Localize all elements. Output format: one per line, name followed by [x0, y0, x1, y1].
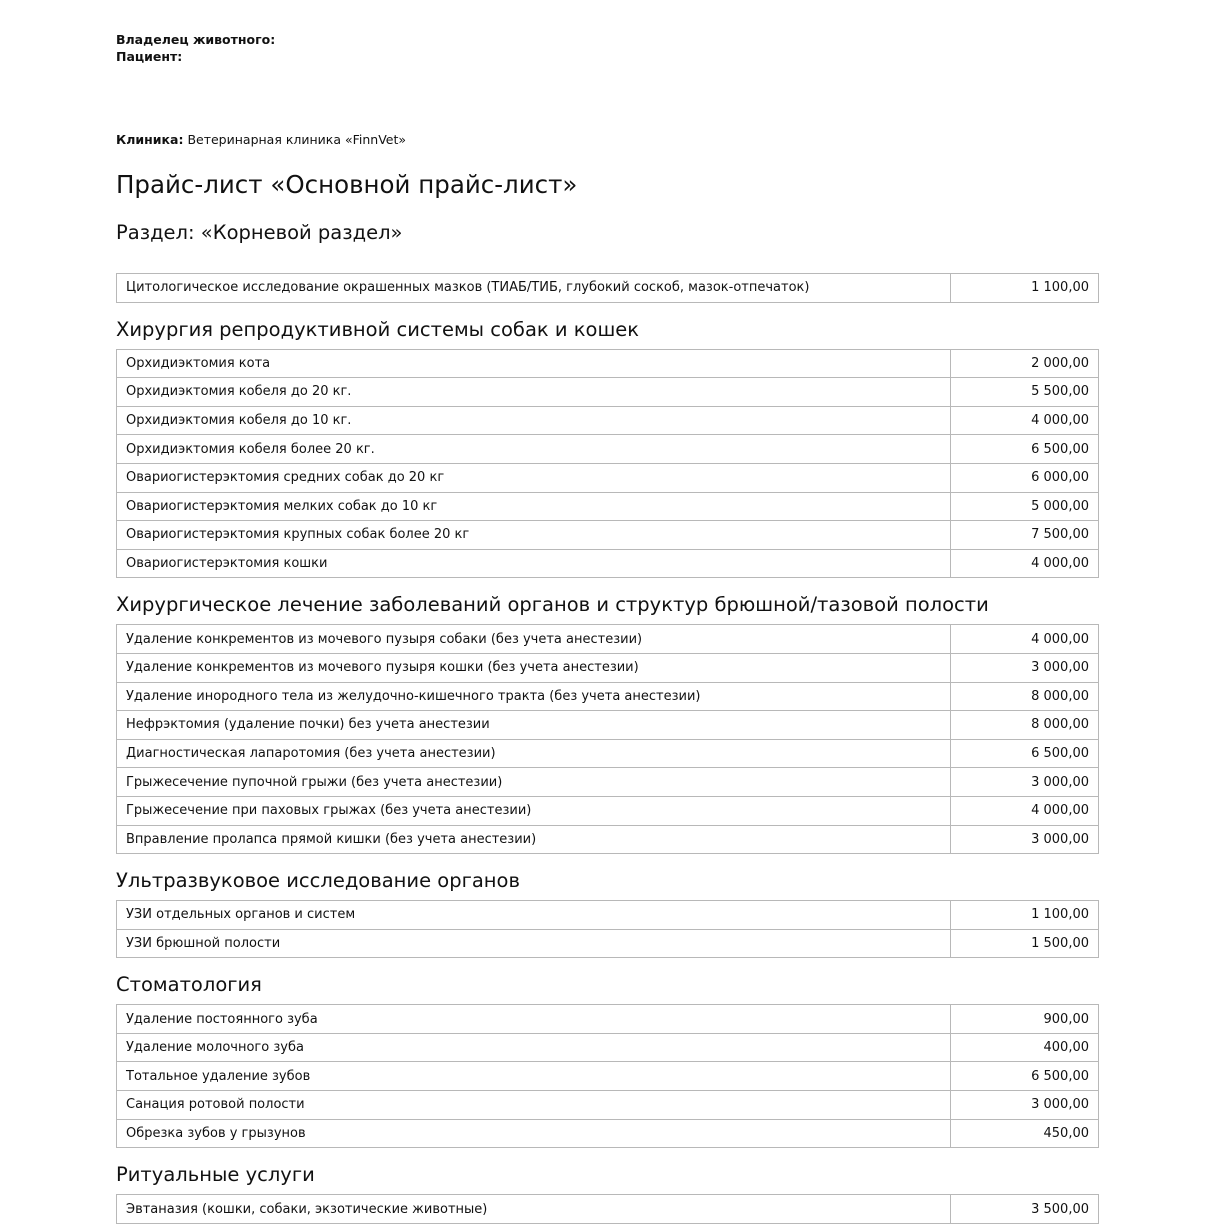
- service-name: Овариогистерэктомия кошки: [117, 549, 951, 578]
- service-name: Цитологическое исследование окрашенных мазков (ТИАБ/ТИБ, глубокий соскоб, мазок-отпечаток): [117, 274, 951, 303]
- service-price: 8 000,00: [951, 682, 1099, 711]
- table-row: [117, 901, 1099, 930]
- table-row: [117, 463, 1099, 492]
- price-table: [116, 273, 1099, 303]
- service-name: Санация ротовой полости: [117, 1091, 951, 1120]
- service-price: 2 000,00: [951, 349, 1099, 378]
- table-row: [117, 1091, 1099, 1120]
- service-price: 4 000,00: [951, 406, 1099, 435]
- service-name: Вправление пролапса прямой кишки (без учета анестезии): [117, 825, 951, 854]
- service-name: Диагностическая лапаротомия (без учета анестезии): [117, 739, 951, 768]
- service-price: 4 000,00: [951, 625, 1099, 654]
- table-row: [117, 739, 1099, 768]
- service-price: 6 500,00: [951, 1062, 1099, 1091]
- table-row: [117, 1062, 1099, 1091]
- service-price: 1 500,00: [951, 929, 1099, 958]
- price-sections: [116, 273, 1099, 1224]
- table-row: [117, 796, 1099, 825]
- section-title: Ультразвуковое исследование органов: [116, 869, 520, 893]
- service-price: 400,00: [951, 1033, 1099, 1062]
- service-price: 5 500,00: [951, 378, 1099, 407]
- table-row: [117, 1005, 1099, 1034]
- service-name: Грыжесечение пупочной грыжи (без учета анестезии): [117, 768, 951, 797]
- table-row: [117, 768, 1099, 797]
- table-row: [117, 274, 1099, 303]
- service-name: УЗИ брюшной полости: [117, 929, 951, 958]
- patient-label: Пациент:: [116, 49, 183, 64]
- service-name: Орхидиэктомия кобеля более 20 кг.: [117, 435, 951, 464]
- service-name: Овариогистерэктомия мелких собак до 10 кг: [117, 492, 951, 521]
- table-row: [117, 625, 1099, 654]
- owner-label: Владелец животного:: [116, 32, 276, 47]
- price-section: [116, 1162, 1099, 1224]
- table-row: [117, 682, 1099, 711]
- price-section: [116, 868, 1099, 958]
- table-row: [117, 549, 1099, 578]
- service-name: Тотальное удаление зубов: [117, 1062, 951, 1091]
- service-name: УЗИ отдельных органов и систем: [117, 901, 951, 930]
- table-row: [117, 1033, 1099, 1062]
- table-row: [117, 1119, 1099, 1148]
- price-table: [116, 349, 1099, 579]
- price-section: [116, 273, 1099, 303]
- clinic-line: [116, 131, 406, 148]
- table-row: [117, 711, 1099, 740]
- service-price: 6 500,00: [951, 739, 1099, 768]
- service-name: Эвтаназия (кошки, собаки, экзотические животные): [117, 1195, 951, 1224]
- table-row: [117, 378, 1099, 407]
- price-section: [116, 972, 1099, 1148]
- section-title: Стоматология: [116, 973, 262, 997]
- table-row: [117, 521, 1099, 550]
- section-title: Хирургия репродуктивной системы собак и кошек: [116, 317, 640, 341]
- service-price: 900,00: [951, 1005, 1099, 1034]
- section-title: Ритуальные услуги: [116, 1163, 315, 1187]
- table-row: [117, 825, 1099, 854]
- service-name: Удаление молочного зуба: [117, 1033, 951, 1062]
- service-price: 4 000,00: [951, 796, 1099, 825]
- table-row: [117, 929, 1099, 958]
- patient-header: [116, 31, 275, 65]
- price-section: [116, 592, 1099, 854]
- service-name: Удаление конкрементов из мочевого пузыря кошки (без учета анестезии): [117, 653, 951, 682]
- price-section: [116, 317, 1099, 579]
- service-price: 8 000,00: [951, 711, 1099, 740]
- page-title: Прайс-лист «Основной прайс-лист»: [116, 170, 578, 199]
- service-price: 3 500,00: [951, 1195, 1099, 1224]
- service-name: Нефрэктомия (удаление почки) без учета анестезии: [117, 711, 951, 740]
- price-table: [116, 900, 1099, 958]
- table-row: [117, 1195, 1099, 1224]
- table-row: [117, 435, 1099, 464]
- service-name: Овариогистерэктомия средних собак до 20 кг: [117, 463, 951, 492]
- service-name: Орхидиэктомия кота: [117, 349, 951, 378]
- service-name: Орхидиэктомия кобеля до 10 кг.: [117, 406, 951, 435]
- table-row: [117, 349, 1099, 378]
- service-name: Обрезка зубов у грызунов: [117, 1119, 951, 1148]
- service-price: 6 000,00: [951, 463, 1099, 492]
- service-price: 5 000,00: [951, 492, 1099, 521]
- price-table: [116, 1194, 1099, 1224]
- service-price: 4 000,00: [951, 549, 1099, 578]
- price-table: [116, 624, 1099, 854]
- service-price: 3 000,00: [951, 768, 1099, 797]
- service-price: 3 000,00: [951, 825, 1099, 854]
- table-row: [117, 653, 1099, 682]
- section-title: Хирургическое лечение заболеваний органов и структур брюшной/тазовой полости: [116, 593, 989, 617]
- service-name: Орхидиэктомия кобеля до 20 кг.: [117, 378, 951, 407]
- clinic-label: Клиника:: [116, 132, 184, 147]
- service-price: 3 000,00: [951, 1091, 1099, 1120]
- service-price: 1 100,00: [951, 901, 1099, 930]
- service-name: Удаление инородного тела из желудочно-кишечного тракта (без учета анестезии): [117, 682, 951, 711]
- service-price: 7 500,00: [951, 521, 1099, 550]
- price-table: [116, 1004, 1099, 1148]
- service-name: Грыжесечение при паховых грыжах (без учета анестезии): [117, 796, 951, 825]
- service-name: Удаление постоянного зуба: [117, 1005, 951, 1034]
- root-section-title: Раздел: «Корневой раздел»: [116, 221, 403, 244]
- service-name: Овариогистерэктомия крупных собак более 20 кг: [117, 521, 951, 550]
- service-price: 6 500,00: [951, 435, 1099, 464]
- service-name: Удаление конкрементов из мочевого пузыря собаки (без учета анестезии): [117, 625, 951, 654]
- clinic-name: Ветеринарная клиника «FinnVet»: [187, 132, 407, 147]
- table-row: [117, 492, 1099, 521]
- service-price: 1 100,00: [951, 274, 1099, 303]
- table-row: [117, 406, 1099, 435]
- service-price: 450,00: [951, 1119, 1099, 1148]
- service-price: 3 000,00: [951, 653, 1099, 682]
